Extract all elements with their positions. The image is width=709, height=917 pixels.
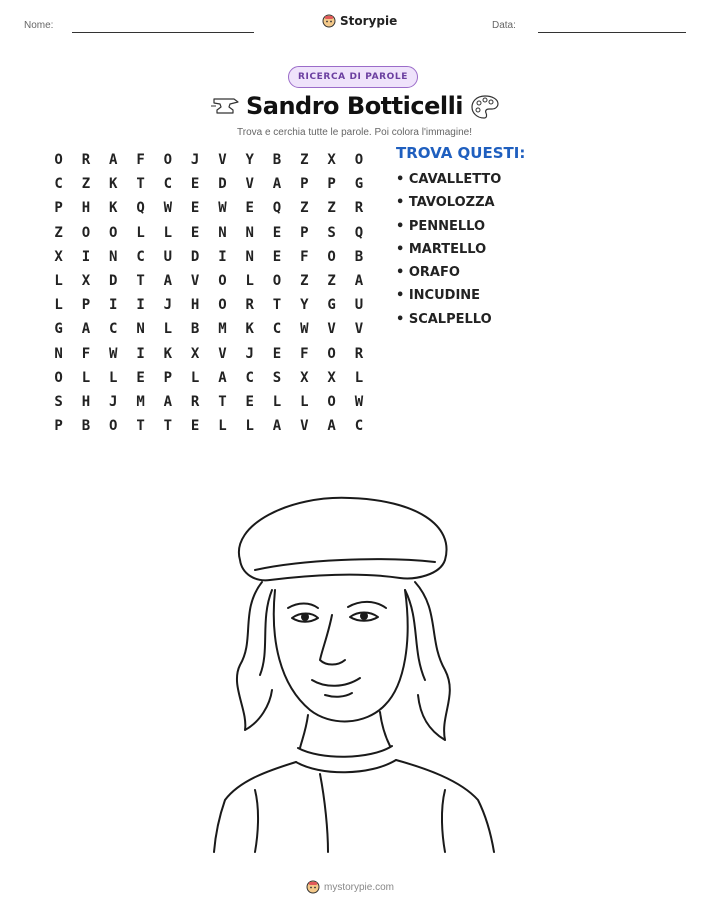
grid-letter[interactable]: U xyxy=(163,248,173,265)
grid-letter[interactable]: V xyxy=(190,273,200,290)
word-search-grid[interactable] xyxy=(45,148,373,438)
grid-row xyxy=(45,342,373,366)
grid-letter[interactable]: V xyxy=(245,176,254,193)
grid-letter[interactable]: X xyxy=(327,152,336,169)
grid-letter[interactable]: H xyxy=(190,297,200,314)
grid-letter[interactable]: A xyxy=(272,418,282,435)
word-list-item: • PENNELLO xyxy=(396,219,501,242)
grid-letter[interactable]: V xyxy=(218,345,227,362)
grid-letter[interactable]: D xyxy=(190,248,200,265)
grid-letter[interactable]: U xyxy=(354,297,364,314)
grid-letter[interactable]: Q xyxy=(354,224,364,241)
grid-row xyxy=(45,172,373,196)
grid-row xyxy=(45,293,373,317)
grid-letter[interactable]: T xyxy=(136,273,145,290)
grid-letter[interactable]: F xyxy=(81,345,91,362)
grid-letter[interactable]: E xyxy=(190,200,200,217)
grid-letter[interactable]: B xyxy=(354,248,364,265)
word-list-title: TROVA QUESTI: xyxy=(396,144,526,162)
grid-letter[interactable]: W xyxy=(163,200,173,217)
grid-letter[interactable]: L xyxy=(245,418,254,435)
grid-letter[interactable]: E xyxy=(136,369,145,386)
grid-letter[interactable]: A xyxy=(109,152,118,169)
grid-letter[interactable]: F xyxy=(300,345,309,362)
grid-letter[interactable]: P xyxy=(54,200,63,217)
grid-letter[interactable]: M xyxy=(136,393,145,410)
grid-letter[interactable]: E xyxy=(190,176,200,193)
grid-letter[interactable]: K xyxy=(109,176,118,193)
grid-letter[interactable]: G xyxy=(54,321,63,338)
grid-letter[interactable]: O xyxy=(109,224,118,241)
grid-letter[interactable]: P xyxy=(327,176,336,193)
grid-letter[interactable]: L xyxy=(54,297,63,314)
grid-letter[interactable]: E xyxy=(272,248,282,265)
grid-row xyxy=(45,196,373,220)
grid-row xyxy=(45,221,373,245)
grid-letter[interactable]: C xyxy=(272,321,282,338)
grid-letter[interactable]: X xyxy=(327,369,336,386)
grid-letter[interactable]: F xyxy=(300,248,309,265)
grid-letter[interactable]: T xyxy=(272,297,282,314)
grid-letter[interactable]: C xyxy=(109,321,118,338)
grid-letter[interactable]: K xyxy=(109,200,118,217)
grid-letter[interactable]: C xyxy=(54,176,63,193)
grid-letter[interactable]: I xyxy=(109,297,118,314)
grid-letter[interactable]: S xyxy=(272,369,282,386)
grid-letter[interactable]: B xyxy=(272,152,282,169)
footer xyxy=(306,880,394,894)
grid-row xyxy=(45,366,373,390)
grid-letter[interactable]: A xyxy=(81,321,91,338)
word-list-item: • MARTELLO xyxy=(396,242,501,265)
brand xyxy=(322,14,397,28)
grid-letter[interactable]: T xyxy=(163,418,173,435)
word-list-item: • INCUDINE xyxy=(396,288,501,311)
date-label: Data: xyxy=(492,20,516,31)
grid-letter[interactable]: X xyxy=(300,369,309,386)
grid-row xyxy=(45,269,373,293)
grid-letter[interactable]: D xyxy=(109,273,118,290)
grid-letter[interactable]: Q xyxy=(272,200,282,217)
grid-letter[interactable]: V xyxy=(300,418,309,435)
grid-letter[interactable]: J xyxy=(109,393,118,410)
grid-letter[interactable]: K xyxy=(163,345,173,362)
grid-letter[interactable]: G xyxy=(354,176,364,193)
grid-letter[interactable]: R xyxy=(81,152,91,169)
grid-letter[interactable]: M xyxy=(218,321,227,338)
grid-letter[interactable]: E xyxy=(272,224,282,241)
grid-letter[interactable]: A xyxy=(354,273,364,290)
grid-letter[interactable]: E xyxy=(272,345,282,362)
grid-letter[interactable]: L xyxy=(81,369,91,386)
grid-letter[interactable]: J xyxy=(245,345,254,362)
grid-letter[interactable]: I xyxy=(81,248,91,265)
grid-letter[interactable]: L xyxy=(163,224,173,241)
grid-letter[interactable]: Z xyxy=(300,273,309,290)
grid-letter[interactable]: N xyxy=(54,345,63,362)
grid-letter[interactable]: O xyxy=(327,345,336,362)
grid-letter[interactable]: P xyxy=(300,176,309,193)
grid-letter[interactable]: Q xyxy=(136,200,145,217)
grid-letter[interactable]: T xyxy=(218,393,227,410)
grid-letter[interactable]: F xyxy=(136,152,145,169)
grid-letter[interactable]: O xyxy=(218,273,227,290)
storypie-logo-icon xyxy=(322,14,336,28)
grid-letter[interactable]: C xyxy=(245,369,254,386)
grid-letter[interactable]: W xyxy=(354,393,364,410)
grid-letter[interactable]: P xyxy=(163,369,173,386)
grid-letter[interactable]: A xyxy=(272,176,282,193)
grid-letter[interactable]: W xyxy=(109,345,118,362)
grid-row xyxy=(45,390,373,414)
botticelli-portrait xyxy=(200,490,510,860)
grid-letter[interactable]: E xyxy=(245,393,254,410)
grid-letter[interactable]: B xyxy=(81,418,91,435)
grid-letter[interactable]: L xyxy=(272,393,282,410)
grid-letter[interactable]: B xyxy=(190,321,200,338)
word-list-item: • ORAFO xyxy=(396,265,501,288)
grid-letter[interactable]: E xyxy=(190,418,200,435)
grid-letter[interactable]: I xyxy=(136,345,145,362)
grid-letter[interactable]: W xyxy=(218,200,227,217)
word-list xyxy=(396,172,501,335)
grid-letter[interactable]: I xyxy=(218,248,227,265)
grid-letter[interactable]: O xyxy=(272,273,282,290)
date-line[interactable] xyxy=(538,32,686,33)
grid-letter[interactable]: Y xyxy=(245,152,254,169)
grid-letter[interactable]: L xyxy=(354,369,364,386)
grid-letter[interactable]: O xyxy=(81,224,91,241)
grid-letter[interactable]: Z xyxy=(54,224,63,241)
grid-letter[interactable]: Z xyxy=(81,176,91,193)
grid-letter[interactable]: S xyxy=(54,393,63,410)
grid-letter[interactable]: R xyxy=(354,200,364,217)
grid-letter[interactable]: T xyxy=(136,176,145,193)
grid-letter[interactable]: V xyxy=(327,321,336,338)
grid-letter[interactable]: J xyxy=(163,297,173,314)
grid-letter[interactable]: A xyxy=(218,369,227,386)
grid-letter[interactable]: G xyxy=(327,297,336,314)
grid-letter[interactable]: Z xyxy=(300,200,309,217)
grid-letter[interactable]: H xyxy=(81,200,91,217)
grid-row xyxy=(45,414,373,438)
grid-letter[interactable]: O xyxy=(109,418,118,435)
name-label: Nome: xyxy=(24,20,54,31)
grid-letter[interactable]: L xyxy=(136,224,145,241)
instructions: Trova e cerchia tutte le parole. Poi colora l'immagine! xyxy=(237,127,472,138)
grid-row xyxy=(45,317,373,341)
grid-letter[interactable]: T xyxy=(136,418,145,435)
grid-letter[interactable]: R xyxy=(354,345,364,362)
grid-letter[interactable]: C xyxy=(354,418,364,435)
grid-letter[interactable]: A xyxy=(163,273,173,290)
grid-letter[interactable]: Y xyxy=(300,297,309,314)
paint-palette-icon xyxy=(470,94,500,120)
grid-letter[interactable]: A xyxy=(327,418,336,435)
grid-letter[interactable]: O xyxy=(218,297,227,314)
grid-letter[interactable]: W xyxy=(300,321,309,338)
grid-row xyxy=(45,245,373,269)
grid-letter[interactable]: L xyxy=(163,321,173,338)
grid-letter[interactable]: V xyxy=(218,152,227,169)
grid-letter[interactable]: I xyxy=(136,297,145,314)
grid-letter[interactable]: O xyxy=(327,248,336,265)
grid-letter[interactable]: Z xyxy=(300,152,309,169)
grid-letter[interactable]: X xyxy=(54,248,63,265)
grid-letter[interactable]: L xyxy=(54,273,63,290)
word-list-item: • SCALPELLO xyxy=(396,312,501,335)
word-list-item: • TAVOLOZZA xyxy=(396,195,501,218)
grid-letter[interactable]: L xyxy=(300,393,309,410)
page-title: Sandro Botticelli xyxy=(245,92,464,120)
grid-letter[interactable]: C xyxy=(163,176,173,193)
grid-letter[interactable]: N xyxy=(136,321,145,338)
grid-letter[interactable]: N xyxy=(245,224,254,241)
activity-badge: RICERCA DI PAROLE xyxy=(288,66,418,88)
title-row xyxy=(0,92,709,120)
grid-letter[interactable]: N xyxy=(218,224,227,241)
grid-letter[interactable]: L xyxy=(245,273,254,290)
grid-letter[interactable]: O xyxy=(54,369,63,386)
grid-letter[interactable]: N xyxy=(245,248,254,265)
name-line[interactable] xyxy=(72,32,254,33)
grid-letter[interactable]: X xyxy=(190,345,200,362)
storypie-logo-icon xyxy=(306,880,320,894)
grid-letter[interactable]: V xyxy=(354,321,364,338)
grid-letter[interactable]: N xyxy=(109,248,118,265)
grid-letter[interactable]: E xyxy=(190,224,200,241)
grid-letter[interactable]: O xyxy=(327,393,336,410)
grid-letter[interactable]: D xyxy=(218,176,227,193)
grid-letter[interactable]: E xyxy=(245,200,254,217)
grid-letter[interactable]: K xyxy=(245,321,254,338)
grid-letter[interactable]: L xyxy=(109,369,118,386)
footer-url[interactable]: mystorypie.com xyxy=(324,881,395,893)
grid-letter[interactable]: R xyxy=(190,393,200,410)
grid-letter[interactable]: S xyxy=(327,224,336,241)
grid-letter[interactable]: Z xyxy=(327,273,336,290)
grid-letter[interactable]: O xyxy=(54,152,63,169)
grid-letter[interactable]: P xyxy=(81,297,91,314)
grid-letter[interactable]: X xyxy=(81,273,91,290)
grid-letter[interactable]: P xyxy=(300,224,309,241)
grid-letter[interactable]: P xyxy=(54,418,63,435)
grid-letter[interactable]: A xyxy=(163,393,173,410)
grid-letter[interactable]: R xyxy=(245,297,254,314)
grid-letter[interactable]: O xyxy=(354,152,364,169)
grid-letter[interactable]: L xyxy=(190,369,200,386)
grid-letter[interactable]: O xyxy=(163,152,173,169)
grid-letter[interactable]: C xyxy=(136,248,145,265)
grid-letter[interactable]: H xyxy=(81,393,91,410)
grid-letter[interactable]: L xyxy=(218,418,227,435)
grid-row xyxy=(45,148,373,172)
word-list-item: • CAVALLETTO xyxy=(396,172,501,195)
brand-name: Storypie xyxy=(340,14,398,28)
grid-letter[interactable]: J xyxy=(190,152,200,169)
grid-letter[interactable]: Z xyxy=(327,200,336,217)
